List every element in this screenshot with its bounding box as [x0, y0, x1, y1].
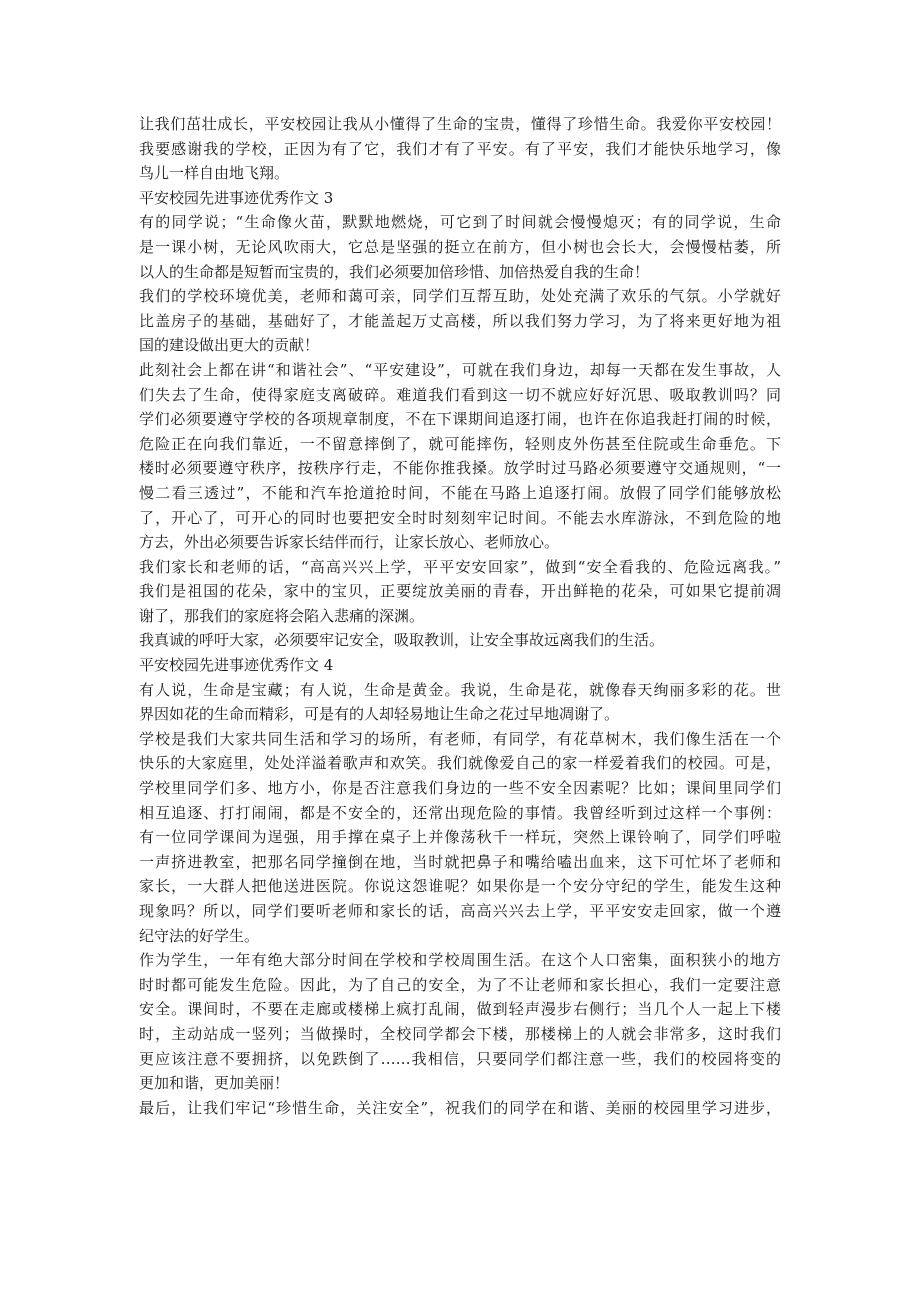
paragraph-line: 现象吗？所以，同学们要听老师和家长的话，高高兴兴去上学，平平安安走回家，做一个遵 — [139, 902, 781, 920]
paragraph-line: 时，主动站成一竖列；当做操时，全校同学都会下楼，那楼梯上的人就会非常多，这时我们 — [139, 1024, 781, 1043]
paragraph-line: 慢二看三透过”，不能和汽车抢道抢时间，不能在马路上追逐打闹。放假了同学们能够放松 — [139, 483, 781, 502]
paragraph-line: 学们必须要遵守学校的各项规章制度，不在下课期间追逐打闹，也许在你追我赶打闹的时候， — [139, 410, 781, 429]
paragraph-line: 学校里同学们多、地方小，你是否注意我们身边的一些不安全因素呢？比如；课间里同学们 — [139, 779, 781, 798]
paragraph-line: 界因如花的生命而精彩，可是有的人却轻易地让生命之花过早地凋谢了。 — [139, 705, 620, 724]
paragraph-line: 有人说，生命是宝藏；有人说，生命是黄金。我说，生命是花，就像春天绚丽多彩的花。世 — [139, 680, 781, 699]
paragraph-line: 作为学生，一年有绝大部分时间在学校和学校周围生活。在这个人口密集，面积狭小的地方 — [139, 951, 781, 970]
paragraph-line: 我们家长和老师的话，“高高兴兴上学，平平安安回家”，做到“安全看我的、危险远离我。” — [139, 557, 781, 576]
paragraph-line: 时时都可能发生危险。因此，为了自己的安全，为了不让老师和家长担心，我们一定要注意 — [139, 975, 781, 994]
paragraph-line: 鸟儿一样自由地飞翔。 — [139, 164, 290, 183]
paragraph-line: 最后，让我们牢记“珍惜生命，关注安全”，祝我们的同学在和谐、美丽的校园里学习进步， — [139, 1098, 781, 1117]
section-heading: 平安校园先进事迹优秀作文 3 — [139, 188, 334, 207]
section-heading: 平安校园先进事迹优秀作文 4 — [139, 656, 334, 675]
paragraph-line: 此刻社会上都在讲“和谐社会”、“平安建设”，可就在我们身边，却每一天都在发生事故，人 — [139, 360, 781, 379]
paragraph-line: 更加和谐，更加美丽！ — [139, 1074, 290, 1093]
paragraph-line: 楼时必须要遵守秩序，按秩序行走，不能你推我搡。放学时过马路必须要遵守交通规则，“一 — [139, 459, 781, 478]
paragraph-line: 是一课小树，无论风吹雨大，它总是坚强的挺立在前方，但小树也会长大，会慢慢枯萎，所 — [139, 237, 781, 256]
paragraph-line: 让我们茁壮成长，平安校园让我从小懂得了生命的宝贵，懂得了珍惜生命。我爱你平安校园！ — [139, 115, 781, 133]
paragraph-line: 我们是祖国的花朵，家中的宝贝，正要绽放美丽的青春，开出鲜艳的花朵，可如果它提前凋 — [139, 582, 781, 601]
paragraph-line: 我们的学校环境优美，老师和蔼可亲，同学们互帮互助，处处充满了欢乐的气氛。小学就好 — [139, 287, 781, 306]
paragraph-line: 学校是我们大家共同生活和学习的场所，有老师，有同学，有花草树木，我们像生活在一个 — [139, 729, 781, 748]
paragraph-line: 比盖房子的基础，基础好了，才能盖起万丈高楼，所以我们努力学习，为了将来更好地为祖 — [139, 311, 781, 330]
paragraph-line: 一声挤进教室，把那名同学撞倒在地，当时就把鼻子和嘴给嗑出血来，这下可忙坏了老师和 — [139, 852, 781, 871]
paragraph-line: 以人的生命都是短暂而宝贵的，我们必须要加倍珍惜、加倍热爱自我的生命！ — [139, 262, 650, 281]
paragraph-line: 有一位同学课间为逞强，用手撑在桌子上并像荡秋千一样玩，突然上课铃响了，同学们呼啦 — [139, 828, 781, 847]
paragraph-line: 危险正在向我们靠近，一不留意摔倒了，就可能摔伤，轻则皮外伤甚至住院或生命垂危。下 — [139, 434, 781, 453]
paragraph-line: 国的建设做出更大的贡献！ — [139, 336, 320, 355]
paragraph-line: 们失去了生命，使得家庭支离破碎。难道我们看到这一切不就应好好沉思、吸取教训吗？同 — [139, 385, 781, 404]
paragraph-line: 相互追逐、打打闹闹，都是不安全的，还常出现危险的事情。我曾经听到过这样一个事例： — [139, 803, 781, 822]
paragraph-line: 家长，一大群人把他送进医院。你说这怨谁呢？如果你是一个安分守纪的学生，能发生这种 — [139, 877, 781, 896]
paragraph-line: 快乐的大家庭里，处处洋溢着歌声和欢笑。我们就像爱自己的家一样爱着我们的校园。可是， — [139, 754, 781, 773]
paragraph-line: 更应该注意不要拥挤，以免跌倒了……我相信，只要同学们都注意一些，我们的校园将变的 — [139, 1049, 781, 1068]
paragraph-line: 方去，外出必须要告诉家长结伴而行，让家长放心、老师放心。 — [139, 533, 560, 552]
document-page — [139, 112, 781, 1120]
paragraph-line: 我要感谢我的学校，正因为有了它，我们才有了平安。有了平安，我们才能快乐地学习，像 — [139, 139, 781, 158]
paragraph-line: 安全。课间时，不要在走廊或楼梯上疯打乱闹，做到轻声漫步右侧行；当几个人一起上下楼 — [139, 1000, 781, 1019]
paragraph-line: 了，开心了，可开心的同时也要把安全时时刻刻牢记时间。不能去水库游泳，不到危险的地 — [139, 508, 781, 527]
paragraph-line: 纪守法的好学生。 — [139, 926, 260, 945]
paragraph-line: 谢了，那我们的家庭将会陷入悲痛的深渊。 — [139, 606, 425, 625]
paragraph-line: 有的同学说；“生命像火苗，默默地燃烧，可它到了时间就会慢慢熄灭；有的同学说，生命 — [139, 213, 781, 232]
paragraph-line: 我真诚的呼吁大家，必须要牢记安全，吸取教训，让安全事故远离我们的生活。 — [139, 631, 665, 650]
